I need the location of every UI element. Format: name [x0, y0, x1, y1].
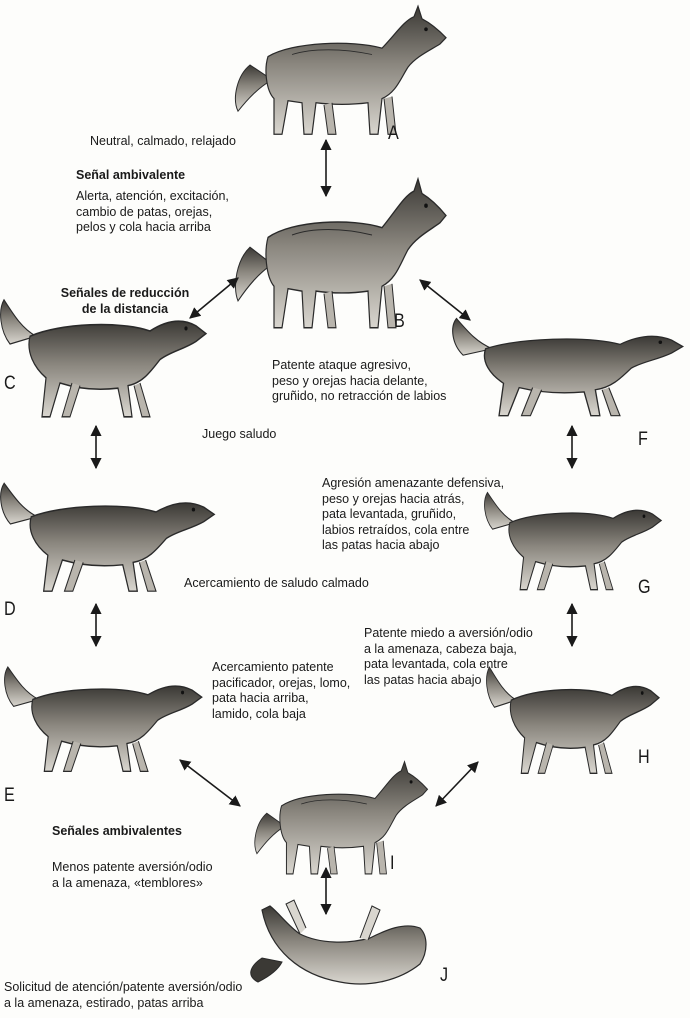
label-play-greeting: Juego saludo: [202, 427, 277, 441]
wolf-figure-g: [485, 492, 662, 589]
label-ambivalent-title: Señal ambivalente: [76, 168, 186, 182]
wolf-figure-c: [1, 300, 206, 417]
label-ambivalent-text: Alerta, atención, excitación, cambio de patas, orejas, pelos y cola hacia arriba: [76, 189, 229, 234]
letter-d: D: [4, 599, 16, 620]
letter-c: C: [4, 373, 16, 394]
arrow-h-i: [436, 762, 478, 806]
label-fear-aversion: Patente miedo a aversión/odio a la amenaza, cabeza baja, pata levantada, cola entre las patas hacia abajo: [364, 626, 533, 687]
letter-e: E: [4, 785, 15, 806]
wolf-figure-f: [453, 318, 683, 415]
label-neutral: Neutral, calmado, relajado: [90, 134, 236, 148]
label-attention-solicitation: Solicitud de atención/patente aversión/odio a la amenaza, estirado, patas arriba: [4, 980, 243, 1010]
arrow-e-i: [180, 760, 240, 806]
letter-f: F: [638, 429, 648, 450]
wolf-figure-d: [1, 483, 215, 591]
label-defensive-aggression: Agresión amenazante defensiva, peso y orejas hacia atrás, pata levantada, gruñido, labios retraídos, cola entre las patas hacia abajo: [322, 476, 505, 552]
label-distance-reduction-title: Señales de reducción de la distancia: [60, 286, 190, 316]
label-ambivalent-signals-title: Señales ambivalentes: [52, 824, 182, 838]
letter-a: A: [388, 123, 399, 144]
label-less-aversion: Menos patente aversión/odio a la amenaza, «temblores»: [52, 860, 213, 890]
letter-g: G: [638, 577, 651, 598]
wolf-figure-e: [5, 667, 202, 771]
arrow-b-f: [420, 280, 470, 320]
label-aggressive-attack: Patente ataque agresivo, peso y orejas hacia delante, gruñido, no retracción de labios: [272, 358, 447, 403]
wolf-figure-i: [255, 762, 428, 874]
wolf-figure-b: [235, 179, 446, 328]
letter-j: J: [440, 965, 449, 986]
label-calm-greeting: Acercamiento de saludo calmado: [184, 576, 369, 590]
letter-h: H: [638, 747, 650, 768]
letter-b: B: [394, 311, 405, 332]
wolf-figure-a: [235, 6, 446, 134]
letter-i: I: [390, 853, 395, 874]
label-pacifying-approach: Acercamiento patente pacificador, orejas, lomo, pata hacia arriba, lamido, cola baja: [212, 660, 351, 721]
wolf-figure-j: [251, 900, 426, 984]
